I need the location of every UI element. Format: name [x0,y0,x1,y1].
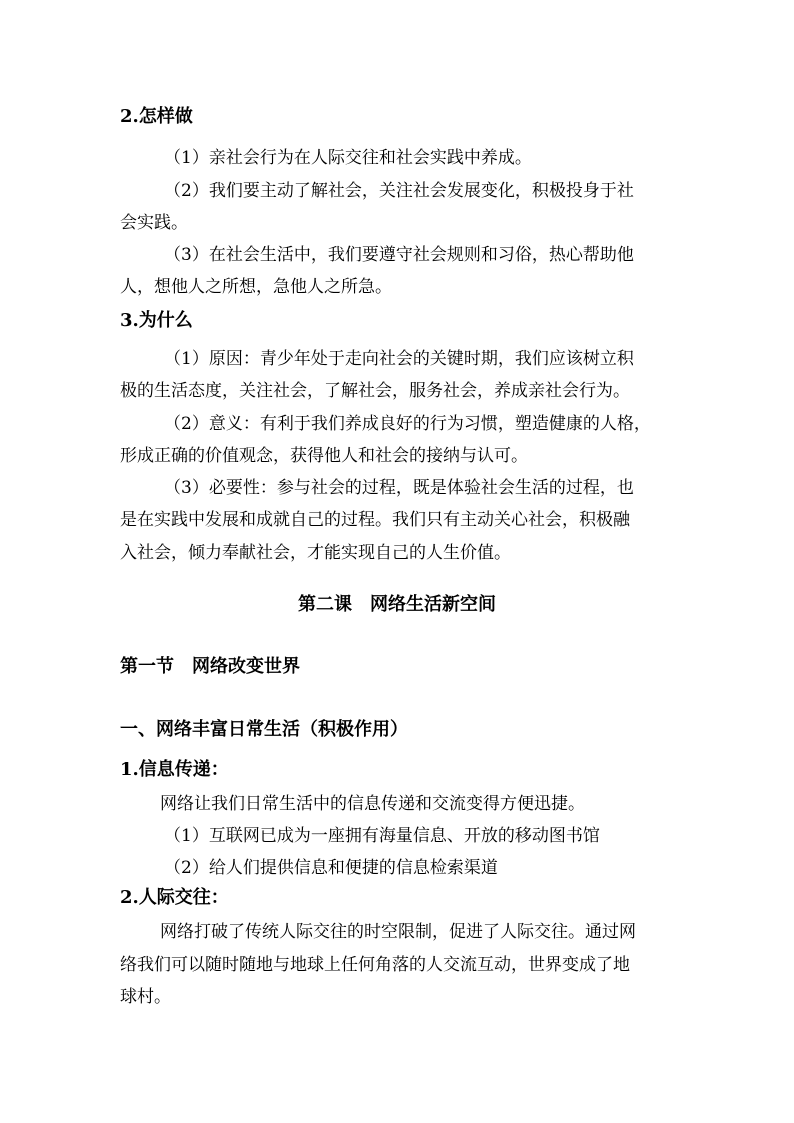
paragraph: （1）亲社会行为在人际交往和社会实践中养成。 [164,148,532,168]
paragraph: 会实践。 [120,213,188,233]
paragraph: 络我们可以随时随地与地球上任何角落的人交流互动，世界变成了地 [120,955,630,975]
part-heading: 一、网络丰富日常生活（积极作用） [120,719,408,740]
paragraph: 球村。 [120,987,171,1007]
heading-info: 1.信息传递： [120,759,229,780]
paragraph: （2）我们要主动了解社会，关注社会发展变化，积极投身于社 [164,181,634,201]
paragraph: （2）给人们提供信息和便捷的信息检索渠道 [164,858,498,878]
paragraph: 入社会，倾力奉献社会，才能实现自己的人生价值。 [120,543,511,563]
paragraph: 网络让我们日常生活中的信息传递和交流变得方便迅捷。 [160,794,585,814]
paragraph: 形成正确的价值观念，获得他人和社会的接纳与认可。 [120,446,528,466]
paragraph: 是在实践中发展和成就自己的过程。我们只有主动关心社会，积极融 [120,510,630,530]
heading-social: 2.人际交往： [120,887,229,908]
paragraph: 人，想他人之所想，急他人之所急。 [120,277,392,297]
paragraph: 极的生活态度，关注社会，了解社会，服务社会，养成亲社会行为。 [120,381,630,401]
heading-how: 2.怎样做 [120,106,193,127]
paragraph: （2）意义：有利于我们养成良好的行为习惯，塑造健康的人格， [164,414,651,434]
paragraph: （1）原因：青少年处于走向社会的关键时期，我们应该树立积 [164,349,634,369]
lesson-title: 第二课 网络生活新空间 [298,594,496,615]
heading-why: 3.为什么 [120,310,193,331]
paragraph: 网络打破了传统人际交往的时空限制，促进了人际交往。通过网 [160,922,636,942]
paragraph: （1）互联网已成为一座拥有海量信息、开放的移动图书馆 [164,826,600,846]
paragraph: （3）必要性：参与社会的过程，既是体验社会生活的过程，也 [164,478,634,498]
section-title: 第一节 网络改变世界 [120,656,300,677]
paragraph: （3）在社会生活中，我们要遵守社会规则和习俗，热心帮助他 [164,245,634,265]
